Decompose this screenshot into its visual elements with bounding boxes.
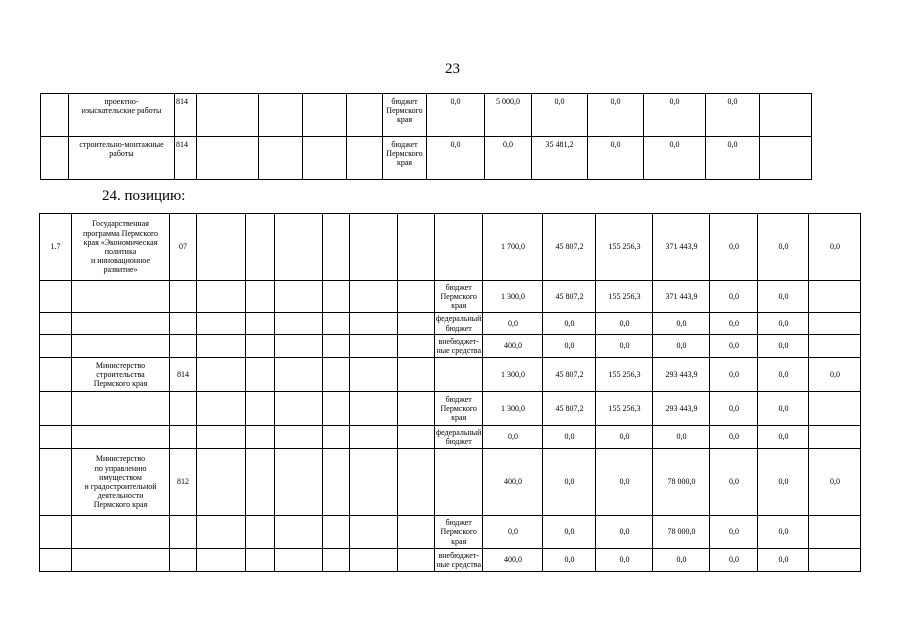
cell-empty: [275, 426, 323, 449]
cell-empty: [246, 281, 275, 313]
cell-value: 0,0: [809, 449, 861, 516]
cell-code: [170, 335, 197, 358]
cell-value: 0,0: [710, 281, 758, 313]
cell-empty: [275, 549, 323, 572]
cell-empty: [398, 313, 435, 335]
table-row: [40, 313, 861, 335]
cell-empty: [275, 392, 323, 426]
cell-value: 0,0: [596, 426, 653, 449]
cell-value: 0,0: [758, 426, 809, 449]
cell-value: 0,0: [710, 214, 758, 281]
cell-value: 0,0: [706, 137, 760, 180]
cell-value: 0,0: [588, 94, 644, 137]
cell-value: 0,0: [710, 516, 758, 549]
cell-value: 0,0: [483, 313, 543, 335]
cell-value: 293 443,9: [653, 392, 710, 426]
cell-empty: [350, 516, 398, 549]
cell-empty: [398, 516, 435, 549]
cell-empty: [246, 549, 275, 572]
cell-number: [40, 313, 72, 335]
cell-value: 0,0: [758, 516, 809, 549]
cell-name: [72, 281, 170, 313]
cell-value: 0,0: [588, 137, 644, 180]
cell-value: 45 807,2: [543, 392, 596, 426]
cell-empty: [350, 358, 398, 392]
cell-value: 0,0: [644, 137, 706, 180]
cell-value: 400,0: [483, 335, 543, 358]
cell-value: 0,0: [596, 516, 653, 549]
cell-value: 45 807,2: [543, 214, 596, 281]
cell-empty: [197, 313, 246, 335]
table-row: [40, 392, 861, 426]
cell-name: [72, 335, 170, 358]
table-row: [40, 549, 861, 572]
cell-empty: [323, 281, 350, 313]
cell-value: 0,0: [596, 313, 653, 335]
cell-name: [72, 313, 170, 335]
cell-value: 0,0: [483, 516, 543, 549]
cell-name: Государственная программа Пермского края «Экономическая политика и инновационное развитие»: [72, 214, 170, 281]
cell-empty: [275, 358, 323, 392]
cell-empty: [398, 214, 435, 281]
cell-number: [40, 426, 72, 449]
cell-empty: [350, 449, 398, 516]
cell-empty: [760, 137, 812, 180]
cell-empty: [398, 549, 435, 572]
cell-empty: [197, 449, 246, 516]
cell-value: 45 807,2: [543, 358, 596, 392]
cell-empty: [398, 449, 435, 516]
cell-empty: [303, 137, 347, 180]
cell-value: 0,0: [653, 313, 710, 335]
cell-value: 0,0: [427, 137, 485, 180]
cell-value: [809, 516, 861, 549]
cell-code: 07: [170, 214, 197, 281]
cell-value: 0,0: [543, 426, 596, 449]
cell-value: 0,0: [483, 426, 543, 449]
cell-value: 0,0: [596, 449, 653, 516]
cell-empty: [246, 358, 275, 392]
cell-code: [170, 549, 197, 572]
cell-value: 400,0: [483, 449, 543, 516]
cell-value: 0,0: [710, 358, 758, 392]
cell-empty: [246, 516, 275, 549]
cell-value: [809, 392, 861, 426]
cell-empty: [347, 137, 383, 180]
table-row: [41, 137, 849, 180]
cell-source: бюджет Пермского края: [435, 281, 483, 313]
cell-empty: [323, 313, 350, 335]
cell-value: 0,0: [758, 281, 809, 313]
cell-value: 1 300,0: [483, 392, 543, 426]
cell-value: 0,0: [758, 449, 809, 516]
cell-empty: [323, 392, 350, 426]
cell-empty: [197, 358, 246, 392]
cell-empty: [197, 281, 246, 313]
cell-value: 0,0: [532, 94, 588, 137]
cell-empty: [197, 137, 259, 180]
cell-empty: [347, 94, 383, 137]
cell-empty: [350, 214, 398, 281]
cell-empty: [323, 449, 350, 516]
cell-value: 0,0: [710, 449, 758, 516]
cell-empty: [323, 549, 350, 572]
page-number: 23: [445, 61, 460, 77]
cell-source: федеральный бюджет: [435, 426, 483, 449]
cell-empty: [259, 94, 303, 137]
cell-empty: [197, 426, 246, 449]
cell-value: 0,0: [644, 94, 706, 137]
cell-empty: [323, 426, 350, 449]
cell-empty: [323, 516, 350, 549]
cell-value: 0,0: [710, 392, 758, 426]
cell-number: [40, 335, 72, 358]
table-row: [40, 335, 861, 358]
table-row: [40, 426, 861, 449]
cell-value: 0,0: [653, 426, 710, 449]
cell-value: 0,0: [485, 137, 532, 180]
cell-empty: [197, 516, 246, 549]
table-row: [40, 358, 861, 392]
cell-source: бюджет Пермского края: [435, 516, 483, 549]
cell-empty: [350, 549, 398, 572]
cell-number: [41, 94, 69, 137]
cell-number: [41, 137, 69, 180]
cell-value: 0,0: [653, 549, 710, 572]
cell-empty: [398, 358, 435, 392]
cell-name: проектно- изыскательские работы: [69, 94, 175, 137]
cell-number: 1.7: [40, 214, 72, 281]
table-row: [40, 214, 861, 281]
cell-value: 78 000,0: [653, 449, 710, 516]
cell-code: 814: [175, 94, 197, 137]
cell-code: [170, 313, 197, 335]
cell-value: 0,0: [710, 335, 758, 358]
cell-value: [809, 426, 861, 449]
cell-name: [72, 516, 170, 549]
cell-source: бюджет Пермского края: [435, 392, 483, 426]
cell-empty: [275, 335, 323, 358]
cell-empty: [398, 392, 435, 426]
cell-number: [40, 358, 72, 392]
cell-value: 371 443,9: [653, 281, 710, 313]
cell-value: 371 443,9: [653, 214, 710, 281]
cell-empty: [398, 335, 435, 358]
cell-source: внебюджет- ные средства: [435, 549, 483, 572]
cell-value: 1 300,0: [483, 281, 543, 313]
cell-value: 0,0: [653, 335, 710, 358]
cell-value: 0,0: [809, 214, 861, 281]
cell-empty: [246, 426, 275, 449]
cell-code: [170, 426, 197, 449]
cell-value: 155 256,3: [596, 358, 653, 392]
cell-value: [809, 313, 861, 335]
cell-empty: [246, 313, 275, 335]
cell-value: 293 443,9: [653, 358, 710, 392]
table-position: [39, 213, 861, 572]
cell-empty: [259, 137, 303, 180]
cell-empty: [197, 94, 259, 137]
cell-value: 0,0: [543, 516, 596, 549]
cell-code: [170, 516, 197, 549]
cell-empty: [323, 335, 350, 358]
cell-value: 5 000,0: [485, 94, 532, 137]
cell-number: [40, 516, 72, 549]
cell-empty: [197, 335, 246, 358]
cell-empty: [275, 281, 323, 313]
cell-empty: [197, 214, 246, 281]
cell-value: 0,0: [427, 94, 485, 137]
table-row: [40, 281, 861, 313]
cell-value: 400,0: [483, 549, 543, 572]
cell-empty: [323, 358, 350, 392]
cell-empty: [350, 426, 398, 449]
cell-value: 0,0: [543, 449, 596, 516]
cell-code: 814: [175, 137, 197, 180]
cell-value: [809, 281, 861, 313]
table-row: [41, 94, 849, 137]
cell-empty: [246, 392, 275, 426]
cell-empty: [197, 392, 246, 426]
cell-source: внебюджет- ные средства: [435, 335, 483, 358]
cell-empty: [275, 516, 323, 549]
cell-number: [40, 549, 72, 572]
cell-value: [809, 549, 861, 572]
cell-empty: [350, 392, 398, 426]
cell-empty: [350, 335, 398, 358]
cell-name: [72, 549, 170, 572]
cell-name: [72, 426, 170, 449]
cell-empty: [246, 449, 275, 516]
cell-value: 155 256,3: [596, 392, 653, 426]
cell-value: 1 300,0: [483, 358, 543, 392]
cell-source: [435, 214, 483, 281]
cell-value: [809, 335, 861, 358]
cell-value: 0,0: [596, 549, 653, 572]
cell-value: 0,0: [758, 358, 809, 392]
cell-number: [40, 281, 72, 313]
cell-value: 0,0: [596, 335, 653, 358]
cell-name: [72, 392, 170, 426]
cell-value: 0,0: [543, 335, 596, 358]
cell-code: [170, 392, 197, 426]
cell-value: 0,0: [710, 313, 758, 335]
cell-value: 0,0: [758, 313, 809, 335]
section-heading: 24. позицию:: [102, 188, 186, 204]
cell-value: 0,0: [758, 549, 809, 572]
cell-empty: [350, 281, 398, 313]
cell-source: бюджет Пермского края: [383, 94, 427, 137]
cell-source: бюджет Пермского края: [383, 137, 427, 180]
cell-value: 0,0: [809, 358, 861, 392]
cell-value: 45 807,2: [543, 281, 596, 313]
table-continuation: [40, 93, 849, 180]
cell-empty: [350, 313, 398, 335]
cell-empty: [275, 214, 323, 281]
table-row: [40, 449, 861, 516]
cell-code: 814: [170, 358, 197, 392]
cell-value: 0,0: [758, 335, 809, 358]
cell-empty: [303, 94, 347, 137]
cell-empty: [275, 449, 323, 516]
cell-value: 155 256,3: [596, 281, 653, 313]
cell-empty: [246, 335, 275, 358]
cell-name: Министерство строительства Пермского края: [72, 358, 170, 392]
cell-empty: [398, 426, 435, 449]
cell-name: Министерство по управлению имуществом и градостроительной деятельности Пермского края: [72, 449, 170, 516]
cell-source: [435, 358, 483, 392]
cell-source: федеральный бюджет: [436, 314, 482, 333]
cell-value: 0,0: [543, 313, 596, 335]
cell-source: [435, 449, 483, 516]
cell-empty: [760, 94, 812, 137]
cell-value: 0,0: [758, 392, 809, 426]
cell-value: 0,0: [710, 426, 758, 449]
cell-value: 0,0: [543, 549, 596, 572]
cell-empty: [246, 214, 275, 281]
table-row: [40, 516, 861, 549]
cell-value: 155 256,3: [596, 214, 653, 281]
cell-value: 1 700,0: [483, 214, 543, 281]
cell-name: строительно-монтажные работы: [69, 137, 175, 180]
cell-empty: [275, 313, 323, 335]
cell-value: 0,0: [758, 214, 809, 281]
cell-value: 0,0: [710, 549, 758, 572]
cell-empty: [197, 549, 246, 572]
cell-number: [40, 392, 72, 426]
cell-value: 35 481,2: [532, 137, 588, 180]
cell-code: 812: [170, 449, 197, 516]
cell-value: 0,0: [706, 94, 760, 137]
cell-code: [170, 281, 197, 313]
cell-empty: [398, 281, 435, 313]
cell-value: 78 000,0: [653, 516, 710, 549]
cell-empty: [323, 214, 350, 281]
cell-number: [40, 449, 72, 516]
